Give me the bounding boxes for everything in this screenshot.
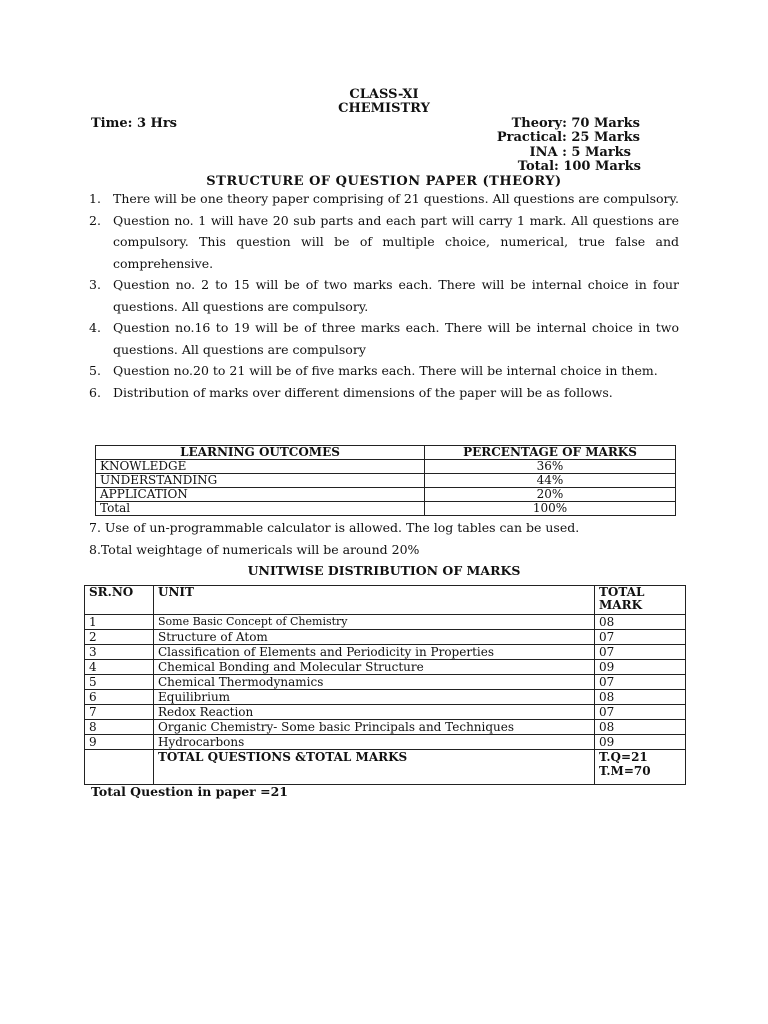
list-item [89, 210, 679, 275]
unit-distribution-table [84, 585, 686, 785]
list-number: 4. [89, 320, 101, 335]
list-item [89, 360, 679, 382]
ina-marks: INA : 5 Marks [529, 145, 631, 160]
table-cell: 07 [595, 630, 686, 645]
table-cell: 36% [425, 460, 676, 474]
list-text: There will be one theory paper comprising of 21 questions. All questions are compulsory. [113, 191, 679, 206]
list-text: Question no. 2 to 15 will be of two marks each. There will be internal choice in four questions. All questions are compulsory. [113, 277, 679, 314]
list-item [89, 188, 679, 210]
table-cell: 100% [425, 502, 676, 516]
table-row [85, 615, 686, 630]
list-text: Question no.20 to 21 will be of five marks each. There will be internal choice in them. [113, 363, 658, 378]
list-item [89, 274, 679, 317]
table-cell: 4 [85, 660, 154, 675]
table-cell: Total [96, 502, 425, 516]
table-cell: 6 [85, 690, 154, 705]
list-text: Distribution of marks over different dimensions of the paper will be as follows. [113, 384, 613, 400]
table-header-row [96, 446, 676, 460]
note-calculator: 7. Use of un-programmable calculator is allowed. The log tables can be used. [89, 520, 580, 535]
table-cell: 8 [85, 720, 154, 735]
table-cell: 44% [425, 474, 676, 488]
table-header-cell: TOTAL MARK [595, 586, 686, 615]
table-cell: 08 [595, 615, 686, 630]
table-cell: KNOWLEDGE [96, 460, 425, 474]
table-cell [85, 750, 154, 785]
list-number: 5. [89, 363, 101, 378]
table-row [85, 720, 686, 735]
table-cell: Equilibrium [154, 690, 595, 705]
table-cell: Structure of Atom [154, 630, 595, 645]
table-row [85, 630, 686, 645]
list-text: Question no.16 to 19 will be of three marks each. There will be internal choice in two questions. All questions are compulsory [113, 320, 679, 357]
theory-marks: Theory: 70 Marks [511, 116, 640, 131]
class-title: CLASS-XI [349, 87, 419, 102]
table-cell: 09 [595, 660, 686, 675]
table-cell: 9 [85, 735, 154, 750]
rules-list [89, 188, 679, 403]
table-cell: 20% [425, 488, 676, 502]
total-values-cell [595, 750, 686, 785]
table-row [85, 645, 686, 660]
note-numericals: 8.Total weightage of numericals will be around 20% [89, 542, 420, 557]
total-marks-value: T.M=70 [599, 764, 651, 778]
table-cell: 7 [85, 705, 154, 720]
table-row [85, 675, 686, 690]
table-total-row [85, 750, 686, 785]
learning-outcomes-table [95, 445, 676, 516]
list-number: 1. [89, 191, 101, 206]
list-number: 3. [89, 277, 101, 292]
table-row [96, 502, 676, 516]
total-questions: T.Q=21 [599, 750, 648, 764]
table-cell: 08 [595, 720, 686, 735]
table-cell: 08 [595, 690, 686, 705]
table-cell: Redox Reaction [154, 705, 595, 720]
list-number: 6. [89, 384, 101, 400]
table-cell: 3 [85, 645, 154, 660]
subject-title: CHEMISTRY [338, 101, 430, 116]
table-header-cell: LEARNING OUTCOMES [96, 446, 425, 460]
table-cell: 2 [85, 630, 154, 645]
table-row [96, 460, 676, 474]
table-cell: 07 [595, 675, 686, 690]
table-cell: UNDERSTANDING [96, 474, 425, 488]
table-cell: Chemical Thermodynamics [154, 675, 595, 690]
unitwise-heading: UNITWISE DISTRIBUTION OF MARKS [247, 563, 521, 578]
table-row [96, 474, 676, 488]
table-row [85, 660, 686, 675]
footer-total-questions: Total Question in paper =21 [91, 784, 288, 799]
table-row [85, 735, 686, 750]
structure-heading: STRUCTURE OF QUESTION PAPER (THEORY) [206, 174, 562, 189]
total-marks: Total: 100 Marks [517, 159, 641, 174]
table-header-cell: UNIT [154, 586, 595, 615]
table-cell: 07 [595, 645, 686, 660]
table-cell: Classification of Elements and Periodicity in Properties [154, 645, 595, 660]
table-cell: 1 [85, 615, 154, 630]
list-number: 2. [89, 212, 101, 228]
table-cell: 5 [85, 675, 154, 690]
table-row [85, 690, 686, 705]
list-item [89, 317, 679, 360]
table-header-cell: PERCENTAGE OF MARKS [425, 446, 676, 460]
table-cell: APPLICATION [96, 488, 425, 502]
list-item [89, 382, 679, 404]
table-header-row [85, 586, 686, 615]
total-label-cell: TOTAL QUESTIONS &TOTAL MARKS [154, 750, 595, 785]
table-cell: Organic Chemistry- Some basic Principals and Techniques [154, 720, 595, 735]
table-cell: 09 [595, 735, 686, 750]
practical-marks: Practical: 25 Marks [496, 130, 640, 145]
table-header-cell: SR.NO [85, 586, 154, 615]
table-cell: Chemical Bonding and Molecular Structure [154, 660, 595, 675]
time-label: Time: 3 Hrs [91, 116, 177, 131]
table-row [96, 488, 676, 502]
table-cell: Hydrocarbons [154, 735, 595, 750]
list-text: Question no. 1 will have 20 sub parts and each part will carry 1 mark. All questions are compulsory. This question will be of multiple choice, numerical, true false and comprehensive. [113, 212, 679, 271]
table-row [85, 705, 686, 720]
table-cell: Some Basic Concept of Chemistry [154, 615, 595, 630]
table-cell: 07 [595, 705, 686, 720]
